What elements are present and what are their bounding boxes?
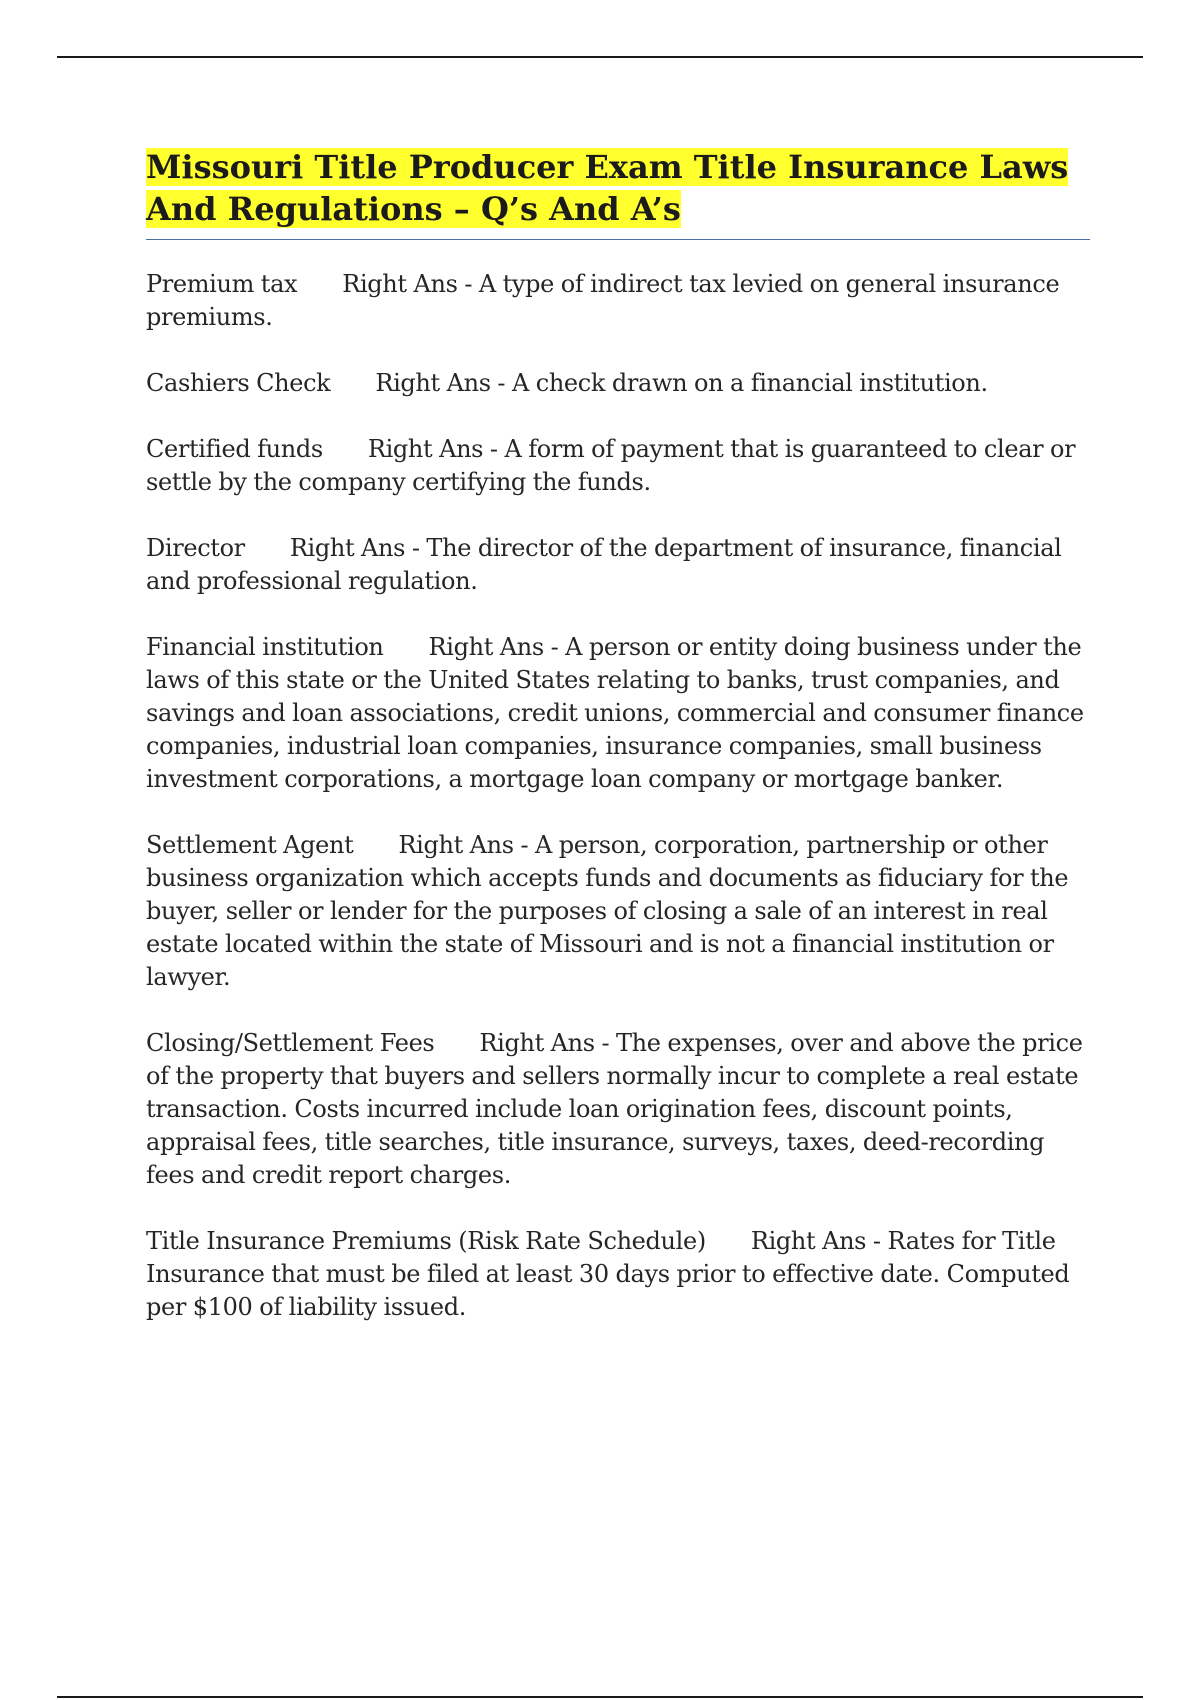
page-top-rule (57, 56, 1143, 58)
title-block (146, 146, 1090, 240)
qa-term: Closing/Settlement Fees (146, 1029, 435, 1057)
document-title (146, 146, 1090, 230)
qa-term: Title Insurance Premiums (Risk Rate Schedule) (146, 1227, 706, 1255)
qa-item (146, 631, 1090, 796)
qa-term: Settlement Agent (146, 831, 354, 859)
qa-term: Premium tax (146, 270, 298, 298)
qa-term: Cashiers Check (146, 369, 331, 397)
qa-item (146, 433, 1090, 499)
page-bottom-rule (57, 1696, 1143, 1698)
qa-answer: Right Ans - The expenses, over and above the price of the property that buyers and sellers normally incur to complete a real estate transaction. Costs incurred include loan origination fees, discount points, appraisal fees, title searches, title insurance, surveys, taxes, deed-recording fees and credit report charges. (146, 1029, 1083, 1189)
qa-answer: Right Ans - A check drawn on a financial institution. (375, 369, 988, 397)
qa-term: Director (146, 534, 245, 562)
qa-item (146, 532, 1090, 598)
document-body (146, 146, 1090, 1357)
qa-term: Certified funds (146, 435, 323, 463)
document-title-text: Missouri Title Producer Exam Title Insurance Laws And Regulations – Q’s And A’s (146, 148, 1069, 228)
qa-item (146, 1027, 1090, 1192)
qa-item (146, 829, 1090, 994)
qa-answer: Right Ans - A person, corporation, partnership or other business organization which accepts funds and documents as fiduciary for the buyer, seller or lender for the purposes of closing a sale of an interest in real estate located within the state of Missouri and is not a financial institution or lawyer. (146, 831, 1069, 991)
qa-answer: Right Ans - Rates for Title Insurance that must be filed at least 30 days prior to effective date. Computed per $100 of liability issued. (146, 1227, 1070, 1321)
qa-answer: Right Ans - A form of payment that is guaranteed to clear or settle by the company certifying the funds. (146, 435, 1076, 496)
qa-term: Financial institution (146, 633, 384, 661)
qa-item (146, 1225, 1090, 1324)
qa-answer: Right Ans - A type of indirect tax levied on general insurance premiums. (146, 270, 1060, 331)
qa-item (146, 268, 1090, 334)
qa-answer: Right Ans - A person or entity doing business under the laws of this state or the United States relating to banks, trust companies, and savings and loan associations, credit unions, commercial and consumer finance companies, industrial loan companies, insurance companies, small business investment corporations, a mortgage loan company or mortgage banker. (146, 633, 1084, 793)
qa-answer: Right Ans - The director of the department of insurance, financial and professional regulation. (146, 534, 1062, 595)
qa-item (146, 367, 1090, 400)
